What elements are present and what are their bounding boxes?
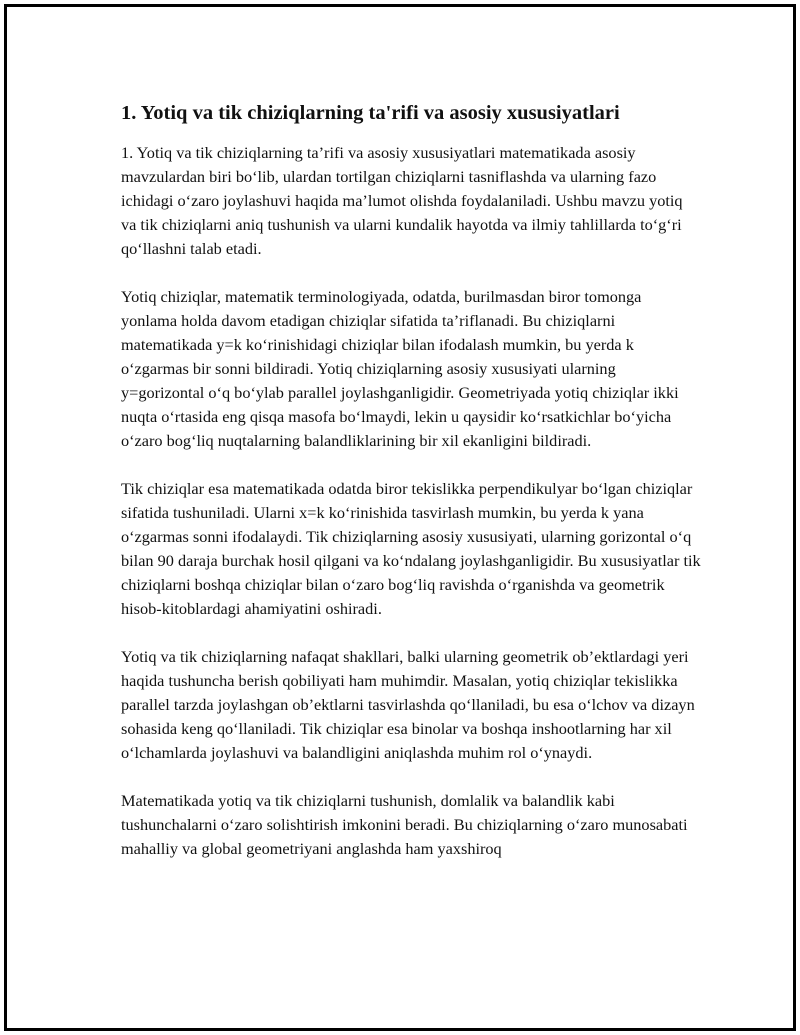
- paragraph-vertical-lines: Tik chiziqlar esa matematikada odatda biror tekislikka perpendikulyar bo‘lgan chiziqlar sifatida tushuniladi. Ularni x=k ko‘rinishida tasvirlash mumkin, bu yerda k yana o‘zgarmas sonni ifodalaydi. Tik chiziqlarning asosiy xususiyati, ularning gorizontal o‘q bilan 90 daraja burchak hosil qilgani va ko‘ndalang joylashganligidir. Bu xususiyatlar tik chiziqlarni boshqa chiziqlar bilan o‘zaro bog‘liq ravishda o‘rganishda va geometrik hisob-kitoblardagi ahamiyatini oshiradi.: [121, 479, 701, 618]
- paragraph-definition-intro: 1. Yotiq va tik chiziqlarning ta’rifi va asosiy xususiyatlari matematikada asosiy mavzulardan biri bo‘lib, ulardan tortilgan chiziqlarni tasniflashda va ularning fazo ichidagi o‘zaro joylashuvi haqida ma’lumot olishda foydalaniladi. Ushbu mavzu yotiq va tik chiziqlarni aniq tushunish va ularni kundalik hayotda va ilmiy tahlillarda to‘g‘ri qo‘llashni talab etadi.: [121, 143, 683, 258]
- paragraph-horizontal-lines: Yotiq chiziqlar, matematik terminologiyada, odatda, burilmasdan biror tomonga yonlama holda davom etadigan chiziqlar sifatida ta’riflanadi. Bu chiziqlarni matematikada y=k ko‘rinishidagi chiziqlar bilan ifodalash mumkin, bu yerda k o‘zgarmas bir sonni bildiradi. Yotiq chiziqlarning asosiy xususiyati ularning y=gorizontal o‘q bo‘ylab parallel joylashganligidir. Geometriyada yotiq chiziqlar ikki nuqta o‘rtasida eng qisqa masofa bo‘lmaydi, lekin u qaysidir ko‘rsatkichlar bo‘yicha o‘zaro bog‘liq nuqtalarning balandliklarining bir xil ekanligini bildiradi.: [121, 287, 679, 450]
- document-content: [121, 97, 701, 885]
- paragraph-applications: Yotiq va tik chiziqlarning nafaqat shakllari, balki ularning geometrik ob’ektlardagi yeri haqida tushuncha berish qobiliyati ham muhimdir. Masalan, yotiq chiziqlar tekislikka parallel tarzda joylashgan ob’ektlarni tasvirlashda qo‘llaniladi, bu esa o‘lchov va dizayn sohasida keng qo‘llaniladi. Tik chiziqlar esa binolar va boshqa inshootlarning har xil o‘lchamlarda joylashuvi va balandligini aniqlashda muhim rol o‘ynaydi.: [121, 647, 695, 762]
- page-title: 1. Yotiq va tik chiziqlarning ta'rifi va asosiy xususiyatlari: [121, 102, 620, 124]
- document-page: [4, 4, 796, 1031]
- paragraph-comparison: Matematikada yotiq va tik chiziqlarni tushunish, domlalik va balandlik kabi tushunchalarni o‘zaro solishtirish imkonini beradi. Bu chiziqlarning o‘zaro munosabati mahalliy va global geometriyani anglashda ham yaxshiroq: [121, 791, 688, 858]
